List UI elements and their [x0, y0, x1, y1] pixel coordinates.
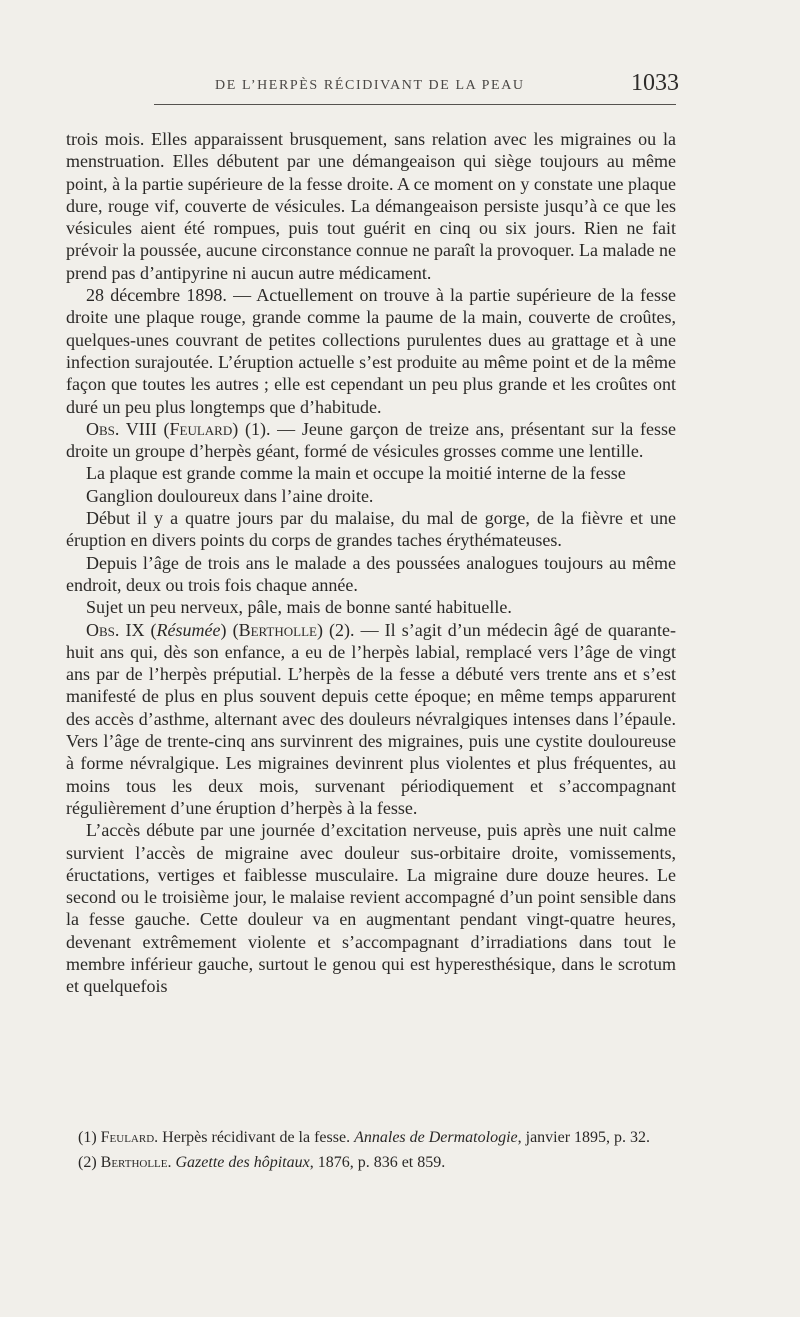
- footnotes: [66, 1128, 676, 1173]
- obs-viii-author: Feulard: [169, 418, 233, 439]
- paragraph-obs-ix: Obs. IX (Résumée) (Bertholle) (2). — Il s’agit d’un médecin âgé de quarante-huit ans qui, dès son enfance, a eu de l’herpès labial, remplacé vers l’âge de vingt ans par de l’herpès préputial. L’herpès de la fesse a débuté vers trente ans et s’est manifesté de plus en plus souvent depuis cette époque; en même temps apparurent des accès d’asthme, alternant avec des douleurs névralgiques intenses dans l’épaule. Vers l’âge de trente-cinq ans survinrent des migraines, puis une cystite douloureuse à forme névralgique. Les migraines devinrent plus violentes et plus fréquentes, au moins tous les deux mois, survenant périodiquement et s’accompagnant régulièrement d’une éruption d’herpès à la fesse.: [66, 619, 676, 818]
- footnote-2-author: Bertholle: [100, 1154, 168, 1171]
- paragraph-5: Ganglion douloureux dans l’aine droite.: [86, 485, 374, 506]
- paragraph-2: 28 décembre 1898. — Actuellement on trouve à la partie supérieure de la fesse droite une plaque rouge, grande comme la paume de la main, couverte de croûtes, quelques-unes couvrant de petites collections purulentes dues au grattage et à une infection surajoutée. L’éruption actuelle s’est produite au même point et de la même façon que toutes les autres ; elle est cependant un peu plus grande et les croûtes ont duré un peu plus longtemps que d’habitude.: [66, 285, 676, 417]
- header-rule: [154, 104, 676, 105]
- footnote-1-journal: Annales de Dermatologie: [354, 1129, 518, 1146]
- page-header: [65, 70, 679, 98]
- footnote-2-journal: Gazette des hôpitaux: [175, 1154, 310, 1171]
- obs-viii-text: ) (1). — Jeune garçon de treize ans, présentant sur la fesse droite un groupe d’herpès géant, formé de vésicules grosses comme une lentille.: [66, 418, 676, 462]
- footnote-1: (1) Feulard. Herpès récidivant de la fesse. Annales de Dermatologie, janvier 1895, p. 32.: [78, 1129, 651, 1146]
- paragraph-4: La plaque est grande comme la main et occupe la moitié interne de la fesse: [86, 463, 626, 484]
- page-number: 1033: [631, 70, 679, 96]
- obs-ix-label: Obs. IX: [86, 619, 145, 640]
- footnote-2: (2) Bertholle. Gazette des hôpitaux, 1876, p. 836 et 859.: [78, 1154, 446, 1171]
- obs-ix-resumee: Résumée: [156, 619, 221, 640]
- obs-ix-text: ) (2). — Il s’agit d’un médecin âgé de quarante-huit ans qui, dès son enfance, a eu de l’herpès labial, remplacé vers l’âge de vingt ans par de l’herpès préputial. L’herpès de la fesse a débuté vers trente ans et s’est manifesté de plus en plus souvent depuis cette époque; en même temps apparurent des accès d’asthme, alternant avec des douleurs névralgiques intenses dans l’épaule. Vers l’âge de trente-cinq ans survinrent des migraines, puis une cystite douloureuse à forme névralgique. Les migraines devinrent plus violentes et plus fréquentes, au moins tous les deux mois, survenant périodiquement et s’accompagnant régulièrement d’une éruption d’herpès à la fesse.: [66, 619, 676, 818]
- paragraph-10: L’accès débute par une journée d’excitation nerveuse, puis après une nuit calme survient l’accès de migraine avec douleur sus-orbitaire droite, vomissements, éructations, vertiges et faiblesse musculaire. La migraine dure douze heures. Le second ou le troisième jour, le malaise revient accompagné d’un point sensible dans la fesse gauche. Cette douleur va en augmentant pendant vingt-quatre heures, devenant extrêmement violente et s’accompagnant d’irradiations dans tout le membre inférieur gauche, surtout le genou qui est hyperesthésique, dans le scrotum et quelquefois: [66, 820, 676, 997]
- paragraph-1: trois mois. Elles apparaissent brusquement, sans relation avec les migraines ou la menstruation. Elles débutent par une démangeaison qui siège toujours au même point, à la partie supérieure de la fesse droite. A ce moment on y constate une plaque dure, rouge vif, couverte de vésicules. La démangeaison persiste jusqu’à ce que les vésicules aient été rompues, puis tout guérit en cinq ou six jours. Rien ne fait prévoir la poussée, aucune circonstance connue ne paraît la provoquer. La malade ne prend pas d’antipyrine ni aucun autre médicament.: [66, 129, 676, 283]
- paragraph-8: Sujet un peu nerveux, pâle, mais de bonne santé habituelle.: [86, 597, 512, 618]
- body-text: [66, 128, 676, 998]
- footnote-1-author: Feulard: [100, 1129, 155, 1146]
- paragraph-7: Depuis l’âge de trois ans le malade a des poussées analogues toujours au même endroit, deux ou trois fois chaque année.: [66, 552, 676, 595]
- obs-viii-label: Obs. VIII: [86, 418, 157, 439]
- paragraph-6: Début il y a quatre jours par du malaise, du mal de gorge, de la fièvre et une éruption en divers points du corps de grandes taches érythémateuses.: [66, 508, 676, 551]
- paragraph-obs-viii: Obs. VIII (Feulard) (1). — Jeune garçon de treize ans, présentant sur la fesse droite un groupe d’herpès géant, formé de vésicules grosses comme une lentille.: [66, 418, 676, 462]
- obs-ix-author: Bertholle: [238, 619, 317, 640]
- running-title: DE L’HERPÈS RÉCIDIVANT DE LA PEAU: [215, 78, 525, 93]
